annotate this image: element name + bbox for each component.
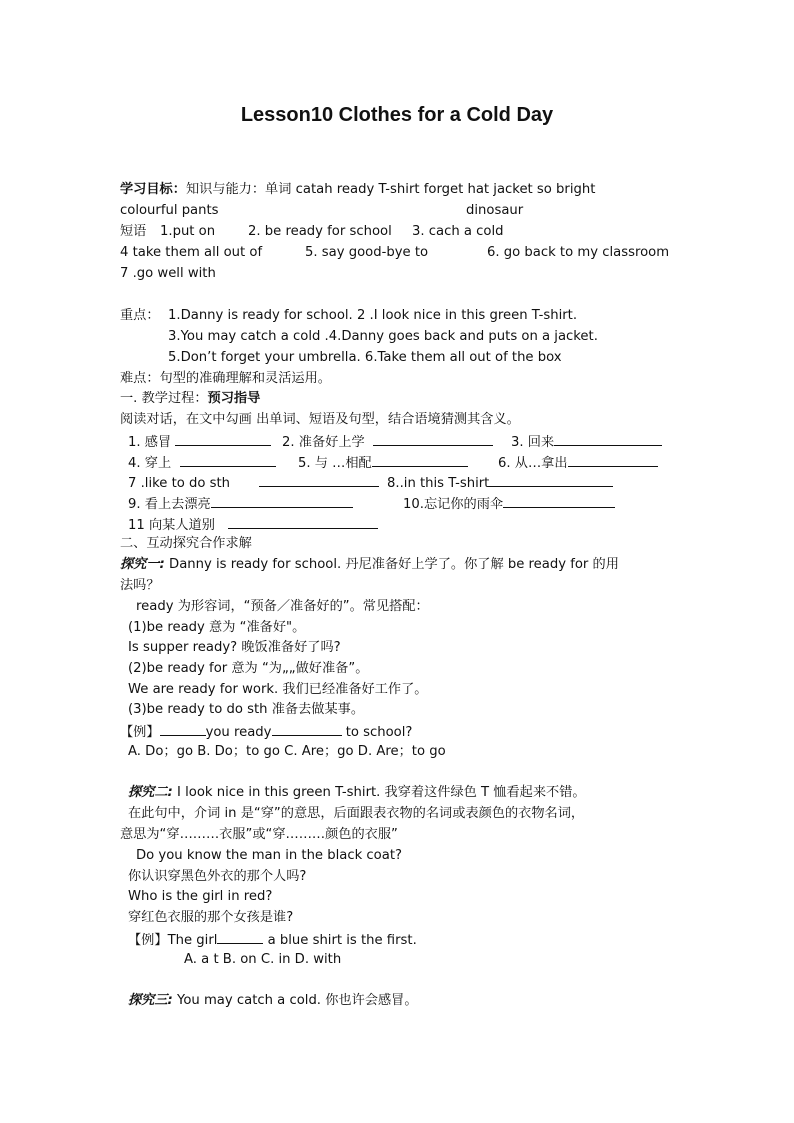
example-1-options: A. Do；go B. Do；to go C. Are；go D. Are；to go xyxy=(128,744,446,759)
example-label: 【例】 xyxy=(128,933,168,948)
keypoint-line-3: 5.Don’t forget your umbrella. 6.Take them all out of the box xyxy=(168,350,562,365)
blank[interactable] xyxy=(272,721,342,736)
blank[interactable] xyxy=(554,431,662,446)
example-1-text-a: you ready xyxy=(205,725,272,740)
explore2-para-1: 在此句中，介词 in 是“穿”的意思，后面跟表衣物的名词或表颜色的衣物名词， xyxy=(128,806,585,821)
explore2-para-2: 意思为“穿………衣服”或“穿………颜色的衣服” xyxy=(120,827,398,842)
blank[interactable] xyxy=(217,929,263,944)
blank[interactable] xyxy=(160,721,206,736)
explore2-label: 探究二: xyxy=(128,785,173,800)
preview-6 xyxy=(498,452,658,474)
process-prefix: 一. 教学过程： xyxy=(120,391,208,406)
blank[interactable] xyxy=(259,472,379,487)
explore1-label: 探究一: xyxy=(120,557,165,572)
preview-4-label: 4. 穿上 xyxy=(128,456,172,471)
preview-1-label: 1. 感冒 xyxy=(128,435,172,450)
collocation-1: (1)be ready 意为 “准备好"。 xyxy=(128,620,306,635)
preview-11-label: 11 向某人道别 xyxy=(128,518,215,533)
explore3-text: You may catch a cold. 你也许会感冒。 xyxy=(172,993,418,1008)
collocation-2-example: We are ready for work. 我们已经准备好工作了。 xyxy=(128,682,428,697)
collocation-1-example: Is supper ready? 晚饭准备好了吗? xyxy=(128,640,341,655)
preview-1 xyxy=(128,431,271,453)
phrase-6: 6. go back to my classroom xyxy=(487,245,670,260)
preview-3-label: 3. 回来 xyxy=(511,435,555,450)
keypoints-label: 重点： xyxy=(120,308,160,323)
blank[interactable] xyxy=(489,472,613,487)
blank[interactable] xyxy=(180,452,276,467)
preview-9-label: 9. 看上去漂亮 xyxy=(128,497,211,512)
explore1-line2: 法吗？ xyxy=(120,578,160,593)
explore3-line1 xyxy=(128,991,418,1011)
preview-7-label: 7 .like to do sth xyxy=(128,476,231,491)
example-label: 【例】 xyxy=(120,725,160,740)
objectives-line1 xyxy=(120,180,676,200)
preview-8-label: 8..in this T-shirt xyxy=(387,476,490,491)
page-title: Lesson10 Clothes for a Cold Day xyxy=(240,104,554,126)
explore2-line1 xyxy=(128,783,586,803)
example-1 xyxy=(120,721,412,743)
process-bold: 预习指导 xyxy=(207,391,261,406)
ready-intro: ready 为形容词，“预备／准备好的”。常见搭配： xyxy=(136,599,429,614)
explore2-text: I look nice in this green T-shirt. 我穿着这件绿色 T 恤看起来不错。 xyxy=(172,785,586,800)
blank[interactable] xyxy=(175,431,271,446)
preview-2 xyxy=(282,431,493,453)
preview-7 xyxy=(128,472,379,494)
objectives-label: 学习目标： xyxy=(120,182,186,197)
collocation-2: (2)be ready for 意为 “为„„做好准备”。 xyxy=(128,661,369,676)
preview-11 xyxy=(128,514,378,536)
preview-3 xyxy=(511,431,662,453)
process-heading xyxy=(120,389,260,409)
preview-9 xyxy=(128,493,353,515)
objectives-line2b: dinosaur xyxy=(466,203,524,218)
section-2-heading: 二、互动探究合作求解 xyxy=(120,536,252,551)
blank[interactable] xyxy=(372,452,468,467)
example-2-options: A. a t B. on C. in D. with xyxy=(184,952,342,967)
preview-10 xyxy=(403,493,615,515)
phrase-label: 短语 xyxy=(120,224,147,239)
explore2-example-1-cn: 你认识穿黑色外衣的那个人吗? xyxy=(128,869,307,884)
phrase-4: 4 take them all out of xyxy=(120,245,263,260)
explore3-label: 探究三: xyxy=(128,993,173,1008)
objectives-line2a: colourful pants xyxy=(120,203,219,218)
phrase-3: 3. cach a cold xyxy=(412,224,504,239)
preview-5-label: 5. 与 …相配 xyxy=(298,456,372,471)
explore2-example-2-cn: 穿红色衣服的那个女孩是谁? xyxy=(128,910,294,925)
example-2-text-a: The girl xyxy=(167,933,218,948)
preview-8 xyxy=(387,472,613,494)
collocation-3: (3)be ready to do sth 准备去做某事。 xyxy=(128,702,365,717)
phrase-5: 5. say good-bye to xyxy=(305,245,429,260)
objectives-text: 知识与能力：单词 catah ready T-shirt forget hat jacket so bright xyxy=(185,182,596,197)
blank[interactable] xyxy=(503,493,615,508)
explore1-text: Danny is ready for school. 丹尼准备好上学了。你了解 be ready for 的用 xyxy=(164,557,619,572)
preview-10-label: 10.忘记你的雨伞 xyxy=(403,497,504,512)
example-1-text-b: to school? xyxy=(341,725,413,740)
blank[interactable] xyxy=(228,514,378,529)
phrase-7: 7 .go well with xyxy=(120,266,216,281)
example-2-text-b: a blue shirt is the first. xyxy=(263,933,417,948)
blank[interactable] xyxy=(568,452,658,467)
example-2 xyxy=(128,929,417,951)
keypoint-line-2: 3.You may catch a cold .4.Danny goes back and puts on a jacket. xyxy=(168,329,598,344)
explore2-example-1: Do you know the man in the black coat? xyxy=(136,848,403,863)
explore2-example-2: Who is the girl in red? xyxy=(128,889,273,904)
preview-5 xyxy=(298,452,468,474)
preview-2-label: 2. 准备好上学 xyxy=(282,435,365,450)
phrase-2: 2. be ready for school xyxy=(248,224,392,239)
preview-4 xyxy=(128,452,276,474)
blank[interactable] xyxy=(373,431,493,446)
blank[interactable] xyxy=(211,493,353,508)
keypoint-line-1: 1.Danny is ready for school. 2 .I look nice in this green T-shirt. xyxy=(168,308,578,323)
instruction: 阅读对话，在文中勾画 出单词、短语及句型，结合语境猜测其含义。 xyxy=(120,412,520,427)
phrase-1: 1.put on xyxy=(160,224,216,239)
preview-6-label: 6. 从…拿出 xyxy=(498,456,568,471)
difficulty: 难点：句型的准确理解和灵活运用。 xyxy=(120,371,331,386)
explore1-line1 xyxy=(120,555,619,575)
